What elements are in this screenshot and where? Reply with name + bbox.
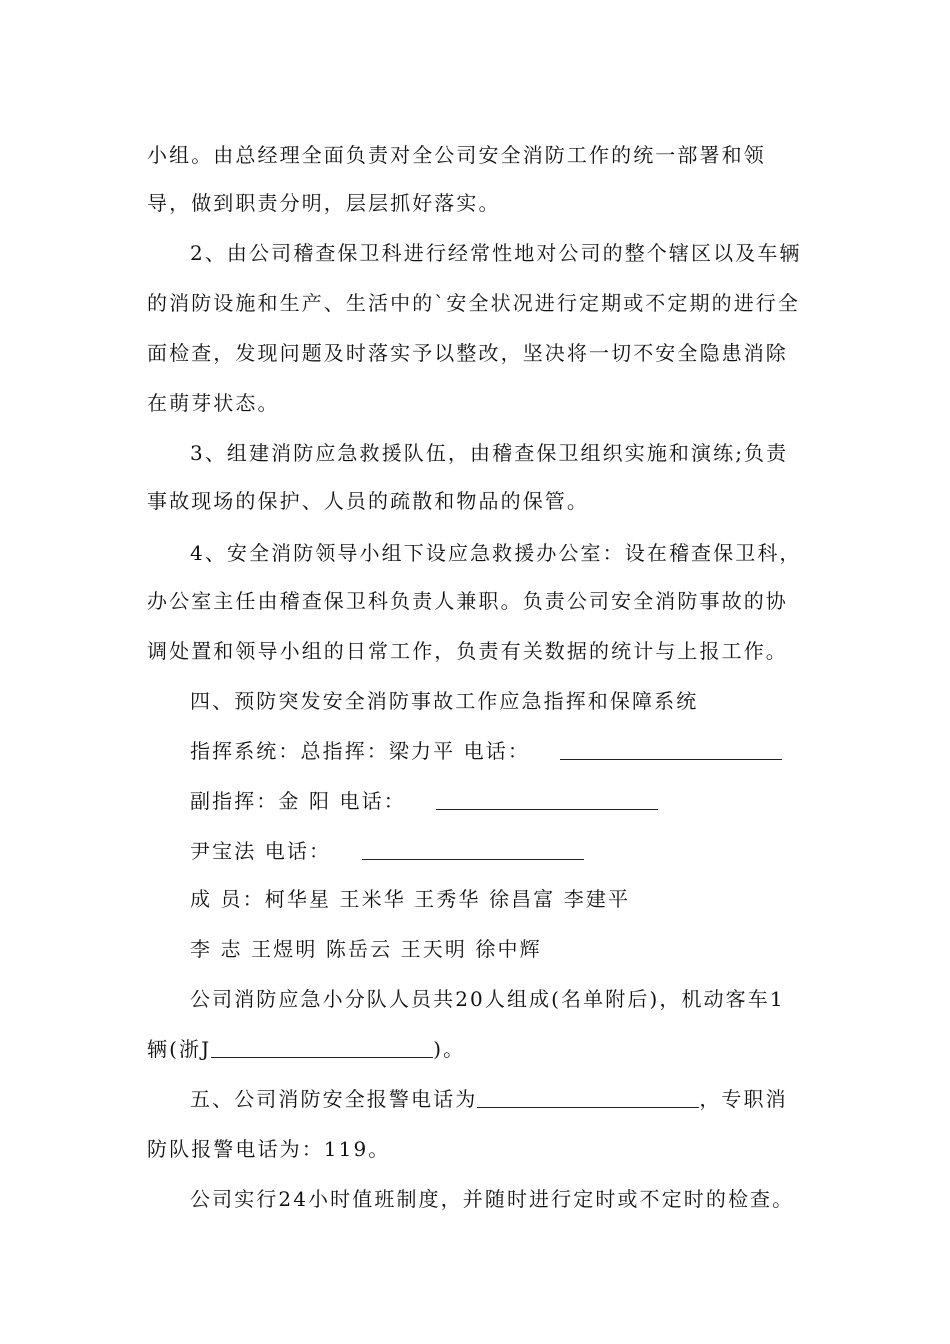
commander-label: 指挥系统：总指挥：梁力平 电话： [190, 739, 530, 763]
text-line: 公司实行24小时值班制度，并随时进行定时或不定时的检查。 [190, 1187, 795, 1211]
deputy-label: 副指挥：金 阳 电话： [190, 789, 406, 813]
text-line [147, 1035, 465, 1063]
phone-blank [560, 739, 782, 760]
text-line: 防队报警电话为：119。 [147, 1137, 391, 1161]
text-line [190, 837, 584, 865]
deputy-label: 尹宝法 电话： [190, 839, 332, 863]
alarm-blank [477, 1087, 699, 1108]
text-line [190, 787, 658, 815]
plate-close: )。 [433, 1037, 466, 1061]
text-line: 李 志 王煜明 陈岳云 王天明 徐中辉 [190, 937, 542, 961]
phone-blank [362, 839, 584, 860]
text-line: 办公室主任由稽查保卫科负责人兼职。负责公司安全消防事故的协 [147, 589, 788, 613]
plate-blank [211, 1037, 433, 1058]
text-line: 的消防设施和生产、生活中的`安全状况进行定期或不定期的进行全 [147, 291, 800, 315]
text-line: 事故现场的保护、人员的疏散和物品的保管。 [147, 489, 589, 513]
text-line: 4、安全消防领导小组下设应急救援办公室：设在稽查保卫科， [190, 541, 802, 565]
alarm-tail: ，专职消 [699, 1087, 788, 1111]
text-line: 在萌芽状态。 [147, 391, 280, 415]
plate-label: 辆(浙J [147, 1037, 212, 1061]
alarm-label: 五、公司消防安全报警电话为 [190, 1087, 478, 1111]
text-line: 调处置和领导小组的日常工作，负责有关数据的统计与上报工作。 [147, 639, 788, 663]
text-line: 面检查，发现问题及时落实予以整改，坚决将一切不安全隐患消除 [147, 341, 788, 365]
text-line: 2、由公司稽查保卫科进行经常性地对公司的整个辖区以及车辆 [190, 241, 802, 265]
text-line [190, 1085, 788, 1113]
text-line: 导，做到职责分明，层层抓好落实。 [147, 191, 501, 215]
text-line: 成 员：柯华星 王米华 王秀华 徐昌富 李建平 [190, 887, 631, 911]
text-line: 3、组建消防应急救援队伍，由稽查保卫组织实施和演练;负责 [190, 441, 789, 465]
text-line [190, 737, 782, 765]
phone-blank [436, 789, 658, 810]
text-line: 公司消防应急小分队人员共20人组成(名单附后)，机动客车1 [190, 987, 785, 1011]
text-line: 小组。由总经理全面负责对全公司安全消防工作的统一部署和领 [147, 143, 766, 167]
section-heading: 四、预防突发安全消防事故工作应急指挥和保障系统 [190, 689, 699, 713]
